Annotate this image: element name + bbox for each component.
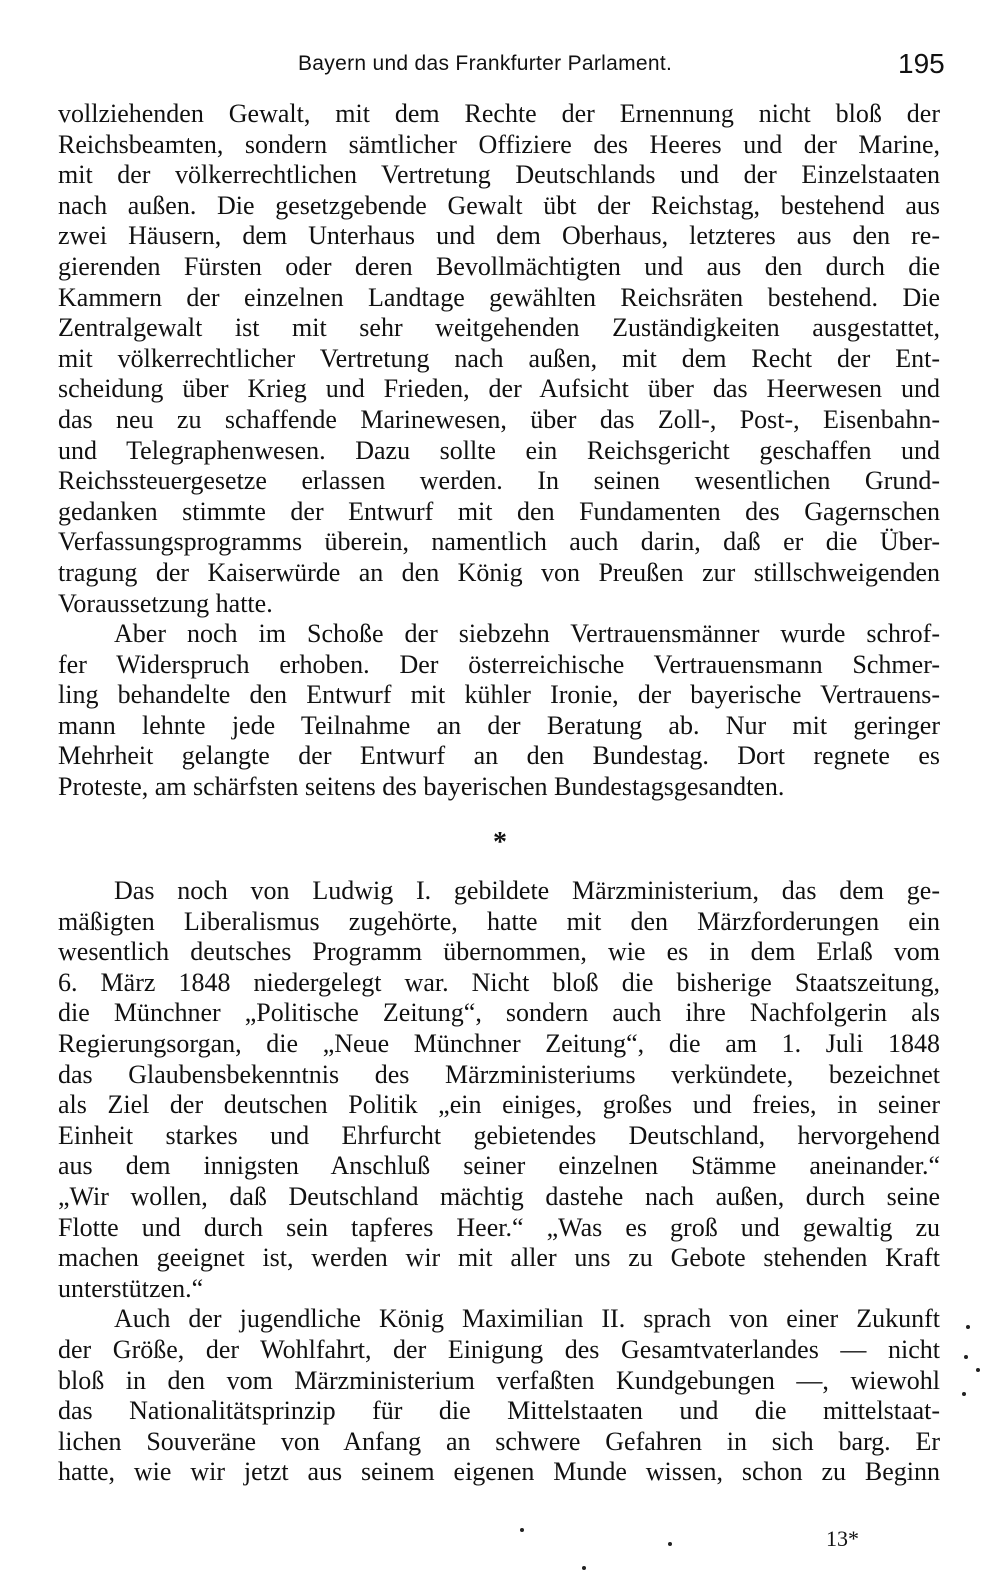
body-text-lower <box>58 876 940 1488</box>
running-head <box>0 48 1000 88</box>
paragraph-first-line: Aber noch im Schoße der siebzehn Vertrauensmänner wurde schrof- <box>114 619 940 649</box>
paragraph-first-line: Auch der jugendliche König Maximilian II. sprach von einer Zukunft <box>114 1304 940 1334</box>
text-line: mäßigten Liberalismus zugehörte, hatte mit den Märzforderungen ein <box>58 906 940 936</box>
text-line: unterstützen.“ <box>58 1273 204 1303</box>
scan-speck <box>962 1392 966 1396</box>
text-line: Reichsbeamten, sondern sämtlicher Offiziere des Heeres und der Marine, <box>58 129 940 159</box>
text-line: das neu zu schaffende Marinewesen, über das Zoll-, Post-, Eisenbahn- <box>58 404 940 434</box>
text-line: Proteste, am schärfsten seitens des bayerischen Bundestagsgesandten. <box>58 772 785 802</box>
text-line: Reichssteuergesetze erlassen werden. In seinen wesentlichen Grund- <box>58 466 940 496</box>
text-line: vollziehenden Gewalt, mit dem Rechte der Ernennung nicht bloß der <box>58 99 940 128</box>
text-line: lichen Souveräne von Anfang an schwere Gefahren in sich barg. Er <box>58 1426 940 1456</box>
text-line: Voraussetzung hatte. <box>58 588 273 618</box>
text-line: scheidung über Krieg und Frieden, der Aufsicht über das Heerwesen und <box>58 374 940 404</box>
text-line: fer Widerspruch erhoben. Der österreichische Vertrauensmann Schmer- <box>58 649 940 679</box>
body-text-upper <box>58 99 940 803</box>
running-title: Bayern und das Frankfurter Parlament. <box>298 52 673 75</box>
text-line: das Glaubensbekenntnis des Märzministeriums verkündete, bezeichnet <box>58 1059 940 1089</box>
text-line: Flotte und durch sein tapferes Heer.“ „Was es groß und gewaltig zu <box>58 1212 940 1242</box>
scan-speck <box>668 1542 672 1546</box>
text-line: mann lehnte jede Teilnahme an der Beratung ab. Nur mit geringer <box>58 710 940 740</box>
text-line: wesentlich deutsches Programm übernommen, wie es in dem Erlaß vom <box>58 937 940 967</box>
text-line: nach außen. Die gesetzgebende Gewalt übt der Reichstag, bestehend aus <box>58 190 940 220</box>
text-line: machen geeignet ist, werden wir mit aller uns zu Gebote stehenden Kraft <box>58 1243 940 1273</box>
text-line: Zentralgewalt ist mit sehr weitgehenden Zuständigkeiten ausgestattet, <box>58 313 940 343</box>
text-line: mit der völkerrechtlichen Vertretung Deutschlands und der Einzelstaaten <box>58 160 940 190</box>
text-line: „Wir wollen, daß Deutschland mächtig dastehe nach außen, durch seine <box>58 1181 940 1211</box>
text-line: als Ziel der deutschen Politik „ein einiges, großes und freies, in seiner <box>58 1090 940 1120</box>
scan-speck <box>520 1528 524 1532</box>
text-line: bloß in den vom Märzministerium verfaßten Kundgebungen —, wiewohl <box>58 1365 940 1395</box>
text-line: 6. März 1848 niedergelegt war. Nicht bloß die bisherige Staatszeitung, <box>58 967 940 997</box>
text-line: die Münchner „Politische Zeitung“, sondern auch ihre Nachfolgerin als <box>58 998 940 1028</box>
text-line: tragung der Kaiserwürde an den König von Preußen zur stillschweigenden <box>58 557 940 587</box>
text-line: gierenden Fürsten oder deren Bevollmächtigten und aus den durch die <box>58 251 940 281</box>
scan-speck <box>976 1368 980 1372</box>
scan-speck <box>964 1355 968 1359</box>
text-line: aus dem innigsten Anschluß seiner einzelnen Stämme aneinander.“ <box>58 1151 940 1181</box>
scan-speck <box>582 1566 586 1570</box>
text-line: ling behandelte den Entwurf mit kühler Ironie, der bayerische Vertrauens- <box>58 680 940 710</box>
text-line: Kammern der einzelnen Landtage gewählten Reichsräten bestehend. Die <box>58 282 940 312</box>
text-line: Verfassungsprogramms überein, namentlich auch darin, daß er die Über- <box>58 527 940 557</box>
section-divider-asterisk: * <box>493 827 507 858</box>
page-number: 195 <box>898 48 945 79</box>
scan-speck <box>966 1325 970 1329</box>
text-line: zwei Häusern, dem Unterhaus und dem Oberhaus, letzteres aus den re- <box>58 221 940 251</box>
text-line: und Telegraphenwesen. Dazu sollte ein Reichsgericht geschaffen und <box>58 435 940 465</box>
sheet-signature: 13* <box>826 1526 859 1551</box>
text-line: das Nationalitätsprinzip für die Mittelstaaten und die mittelstaat- <box>58 1396 940 1426</box>
paragraph-first-line: Das noch von Ludwig I. gebildete Märzministerium, das dem ge- <box>114 876 940 905</box>
text-line: Einheit starkes und Ehrfurcht gebietendes Deutschland, hervorgehend <box>58 1120 940 1150</box>
text-line: Regierungsorgan, die „Neue Münchner Zeitung“, die am 1. Juli 1848 <box>58 1028 940 1058</box>
text-line: gedanken stimmte der Entwurf mit den Fundamenten des Gagernschen <box>58 496 940 526</box>
text-line: hatte, wie wir jetzt aus seinem eigenen Munde wissen, schon zu Beginn <box>58 1457 940 1487</box>
text-line: der Größe, der Wohlfahrt, der Einigung des Gesamtvaterlandes — nicht <box>58 1334 940 1364</box>
text-line: Mehrheit gelangte der Entwurf an den Bundestag. Dort regnete es <box>58 741 940 771</box>
text-line: mit völkerrechtlicher Vertretung nach außen, mit dem Recht der Ent- <box>58 343 940 373</box>
